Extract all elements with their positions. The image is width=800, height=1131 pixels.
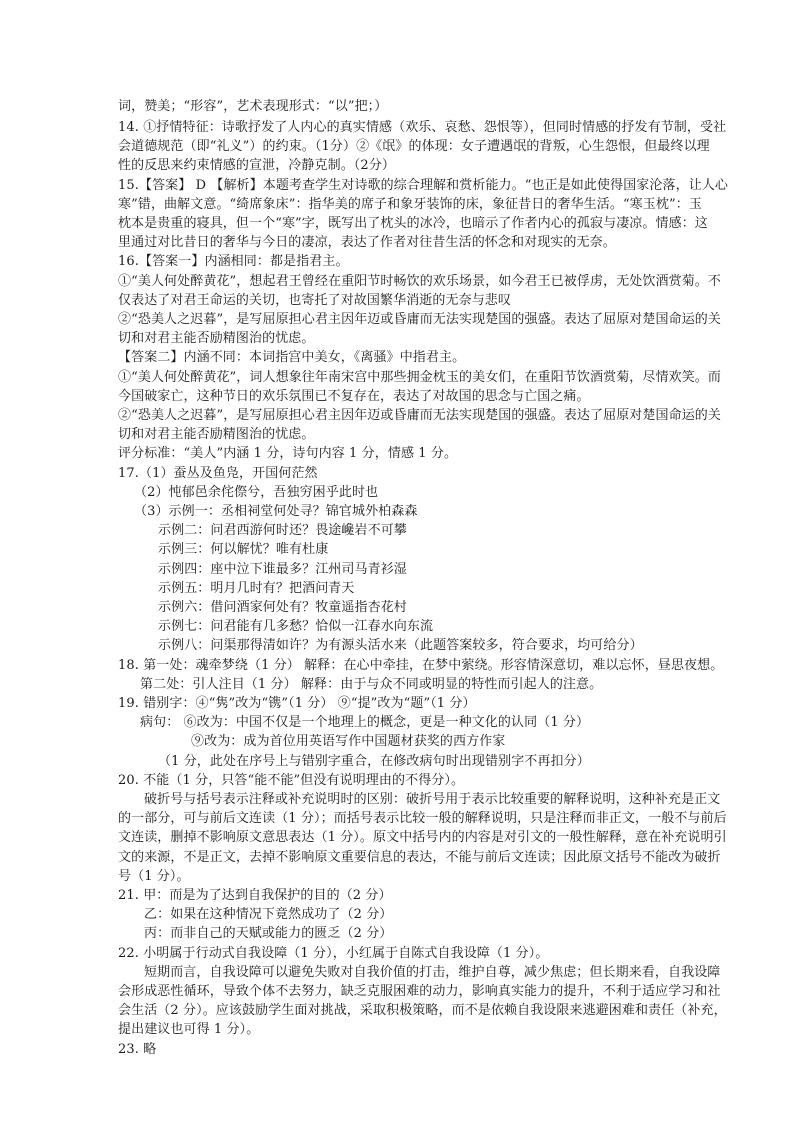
text-line: 的一部分，可与前后文连读（1 分）；而括号表示比较一般的解释说明，只是注释而非正文，一般不与前后 bbox=[118, 811, 727, 826]
text-line: 破折号与括号表示注释或补充说明时的区别：破折号用于表示比较重要的解释说明，这种补充是正文 bbox=[144, 792, 721, 807]
text-line: 短期而言，自我设障可以避免失败对自我价值的打击，维护自尊，减少焦虑；但长期来看，自我设障 bbox=[144, 965, 721, 980]
text-line: 枕本是贵重的寝具，但一个“寒”字，既写出了枕头的冰冷，也暗示了作者内心的孤寂与凄凉。情感：这 bbox=[118, 216, 708, 231]
text-line: 切和对君主能否励精图治的忧虑。 bbox=[118, 331, 315, 346]
text-line: 示例五：明月几时有？把酒问青天 bbox=[158, 581, 355, 596]
text-line: 号（1 分）。 bbox=[118, 869, 190, 884]
text-line: ②“恐美人之迟暮”，是写屈原担心君主因年迈或昏庸而无法实现楚国的强盛。表达了屈原对楚国命运的关 bbox=[118, 408, 721, 423]
text-line: 示例四：座中泣下谁最多？江州司马青衫湿 bbox=[158, 562, 407, 577]
text-line: 今国破家亡，这种节日的欢乐氛围已不复存在，表达了对故国的思念与亡国之痛。 bbox=[118, 389, 590, 404]
text-line: 17.（1）蚕丛及鱼凫，开国何茫然 bbox=[118, 466, 318, 481]
text-line: 提出建议也可得 1 分）。 bbox=[118, 1022, 260, 1037]
text-line: 20. 不能（1 分，只答“能不能”但没有说明理由的不得分）。 bbox=[118, 773, 465, 788]
text-line: 切和对君主能否励精图治的忧虑。 bbox=[118, 427, 315, 442]
text-line: 示例六：借问酒家何处有？牧童遥指杏花村 bbox=[158, 600, 407, 615]
text-line: 寒”错，曲解文意。“绮席象床”：指华美的席子和象牙装饰的床，象征昔日的奢华生活。“寒玉枕”：玉 bbox=[118, 197, 702, 212]
text-line: 会形成恶性循环，导致个体不去努力，缺乏克服困难的动力，影响真实能力的提升，不利于适应学习和社 bbox=[118, 984, 721, 999]
text-line: 16.【答案一】内涵相同：都是指君主。 bbox=[118, 254, 349, 269]
text-line: 示例二：问君西游何时还？畏途巉岩不可攀 bbox=[158, 523, 407, 538]
text-line: 会道德规范（即“礼义”）的约束。（1分）②《氓》的体现：女子遭遇氓的背叛，心生怨恨，但最终以理 bbox=[118, 139, 710, 154]
text-line: 14. ①抒情特征：诗歌抒发了人内心的真实情感（欢乐、哀愁、怨恨等），但同时情感的抒发有节制，受社 bbox=[118, 120, 727, 135]
text-line: 文连读，删掉不影响原文意思表达（1 分）。原文中括号内的内容是对引文的一般性解释，意在补充说明引 bbox=[118, 830, 727, 845]
text-line: 词，赞美；“形容”，艺术表现形式：“以”把；） bbox=[118, 99, 388, 114]
text-line: 仅表达了对君王命运的关切，也寄托了对故国繁华消逝的无奈与悲叹 bbox=[118, 293, 512, 308]
text-line: 22. 小明属于行动式自我设障（1 分），小红属于自陈式自我设障（1 分）。 bbox=[118, 946, 549, 961]
text-line: 乙：如果在这种情况下竟然成功了（2 分） bbox=[144, 907, 393, 922]
text-line: 会生活（2 分）。应该鼓励学生面对挑战，采取积极策略，而不是依赖自我设限来逃避困难和责任（补充， bbox=[118, 1003, 727, 1018]
text-line: 第二处：引人注目（1 分） 解释：由于与众不同或明显的特性而引起人的注意。 bbox=[140, 677, 603, 692]
text-line: 丙：而非自己的天赋或能力的匮乏（2 分） bbox=[144, 926, 393, 941]
text-line: 【答案二】内涵不同：本词指宫中美女，《离骚》中指君主。 bbox=[118, 350, 466, 365]
text-line: ②“恐美人之迟暮”，是写屈原担心君主因年迈或昏庸而无法实现楚国的强盛。表达了屈原对楚国命运的关 bbox=[118, 312, 721, 327]
text-line: 18. 第一处：魂牵梦绕（1 分） 解释：在心中牵挂，在梦中萦绕。形容情深意切，难以忘怀，昼思夜想。 bbox=[118, 658, 724, 673]
text-line: 示例三：何以解忧？唯有杜康 bbox=[158, 542, 329, 557]
text-line: 23. 略 bbox=[118, 1042, 157, 1057]
text-line: 病句： ⑥改为：中国不仅是一个地理上的概念，更是一种文化的认同（1 分） bbox=[140, 715, 590, 730]
text-line: 示例八：问渠那得清如许？为有源头活水来（此题答案较多，符合要求，均可给分） bbox=[158, 638, 643, 653]
text-line: 19. 错别字：④“隽”改为“镌”（1 分） ⑨“提”改为“题”（1 分） bbox=[118, 696, 476, 711]
text-line: ①“美人何处醉黄花”，想起君王曾经在重阳节时畅饮的欢乐场景，如今君王已被俘虏，无处饮酒赏菊。不 bbox=[118, 274, 721, 289]
text-line: （3）示例一：丞相祠堂何处寻？锦官城外柏森森 bbox=[134, 504, 418, 519]
text-line: 里通过对比昔日的奢华与今日的凄凉，表达了作者对往昔生活的怀念和对现实的无奈。 bbox=[118, 235, 616, 250]
text-line: 21. 甲：而是为了达到自我保护的目的（2 分） bbox=[118, 888, 392, 903]
text-line: （1 分，此处在序号上与错别字重合，在修改病句时出现错别字不再扣分） bbox=[158, 754, 590, 769]
text-line: 评分标准：“美人”内涵 1 分，诗句内容 1 分，情感 1 分。 bbox=[118, 446, 458, 461]
text-line: 15.【答案】 D 【解析】本题考查学生对诗歌的综合理解和赏析能力。“也正是如此使得国家沦落，让人心 bbox=[118, 178, 729, 193]
text-line: 文的来源，不是正文，去掉不影响原文重要信息的表达，不能与前后文连读；因此原文括号不能改为破折 bbox=[118, 850, 721, 865]
text-line: ⑨改为：成为首位用英语写作中国题材获奖的西方作家 bbox=[191, 734, 506, 749]
text-line: 性的反思来约束情感的宣泄，冷静克制。（2分） bbox=[118, 158, 395, 173]
text-line: （2）忳郁邑余侘傺兮，吾独穷困乎此时也 bbox=[134, 485, 379, 500]
text-line: ①“美人何处醉黄花”，词人想象往年南宋宫中那些拥金枕玉的美女们，在重阳节饮酒赏菊，尽情欢笑。而 bbox=[118, 370, 721, 385]
text-line: 示例七：问君能有几多愁？恰似一江春水向东流 bbox=[158, 619, 434, 634]
